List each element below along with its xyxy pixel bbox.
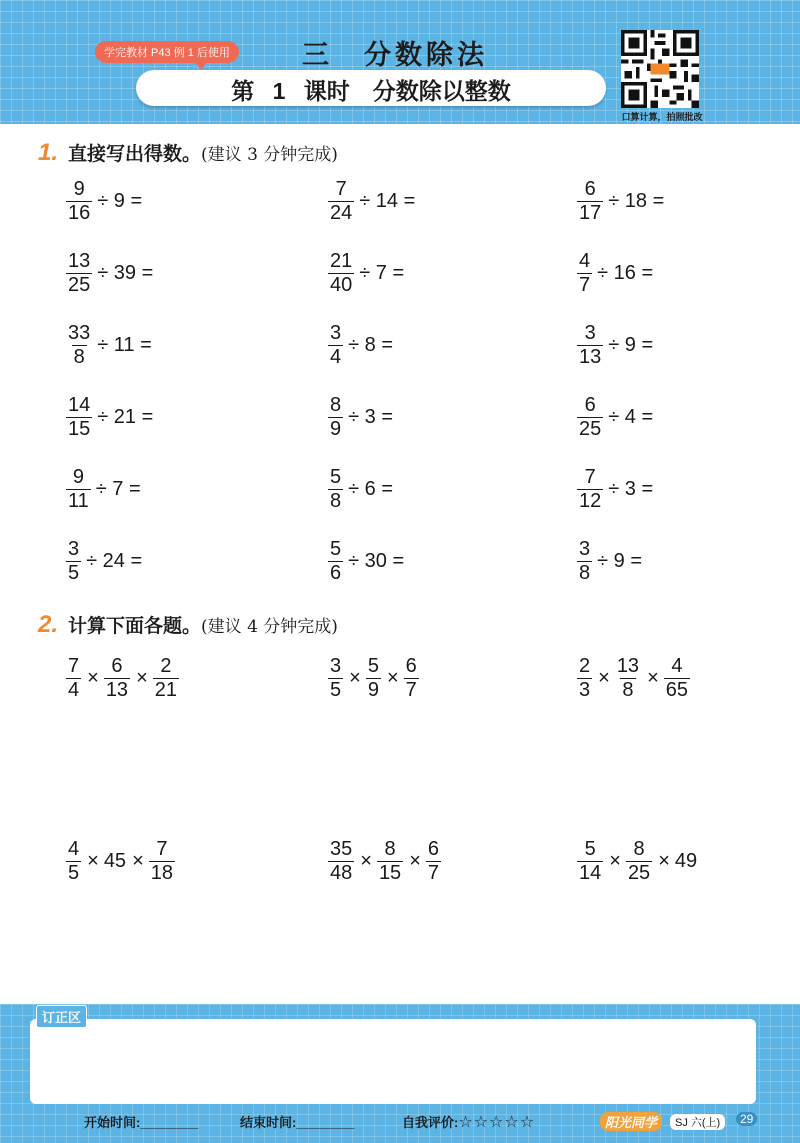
qr-code-icon[interactable] [621, 30, 699, 108]
correction-label: 订正区 [36, 1005, 87, 1028]
fraction [328, 838, 354, 885]
multiplication-exercise[interactable] [328, 838, 446, 885]
numerator: 21 [330, 250, 353, 272]
numerator: 8 [330, 394, 342, 416]
denominator: 5 [68, 562, 80, 584]
division-exercise[interactable] [66, 394, 153, 441]
denominator: 6 [330, 562, 342, 584]
fraction [66, 655, 81, 702]
fraction [366, 655, 381, 702]
operation: ÷ 7 = [95, 478, 141, 500]
denominator: 9 [330, 418, 342, 440]
denominator: 12 [579, 490, 602, 512]
numerator: 9 [72, 466, 84, 488]
division-exercise[interactable] [328, 466, 393, 513]
numerator: 7 [156, 838, 168, 860]
denominator: 4 [330, 346, 342, 368]
section1-number: 1. [38, 139, 59, 166]
division-exercise[interactable] [328, 178, 415, 225]
grade-label: SJ 六(上) [670, 1114, 725, 1130]
operation: ÷ 6 = [348, 478, 394, 500]
division-exercise[interactable] [577, 178, 664, 225]
numerator: 2 [579, 655, 591, 677]
denominator: 65 [665, 679, 688, 701]
operation: ÷ 24 = [86, 550, 143, 572]
numerator: 9 [73, 178, 85, 200]
end-time-field[interactable]: 结束时间:________ [240, 1115, 355, 1130]
fraction [66, 538, 81, 585]
section1-hint: (建议 3 分钟完成) [201, 145, 338, 165]
numerator: 3 [330, 655, 342, 677]
operation: ÷ 39 = [97, 262, 154, 284]
denominator: 5 [330, 679, 342, 701]
page-number: 29 [736, 1112, 757, 1126]
whole-number: 45 [103, 850, 127, 872]
section2-hint: (建议 4 分钟完成) [201, 617, 338, 637]
times-sign: × [87, 667, 99, 689]
denominator: 9 [367, 679, 379, 701]
fraction [328, 466, 343, 513]
numerator: 3 [579, 538, 591, 560]
fraction [426, 838, 441, 885]
numerator: 5 [330, 538, 342, 560]
times-sign: × [598, 667, 610, 689]
qr-caption: 口算计算，拍照批改 [621, 112, 703, 122]
division-exercise[interactable] [577, 322, 653, 369]
division-exercise[interactable] [66, 250, 153, 297]
section2-heading: 计算下面各题。 [68, 616, 202, 637]
usage-tag: 学完教材 P43 例 1 后使用 [95, 41, 239, 63]
fraction [153, 655, 179, 702]
numerator: 5 [584, 838, 596, 860]
operation: ÷ 30 = [348, 550, 405, 572]
fraction [66, 466, 91, 513]
division-exercise[interactable] [66, 538, 142, 585]
numerator: 4 [68, 838, 80, 860]
multiplication-exercise[interactable] [66, 655, 184, 702]
fraction [615, 655, 641, 702]
division-exercise[interactable] [328, 322, 393, 369]
fraction [626, 838, 652, 885]
division-exercise[interactable] [66, 178, 142, 225]
times-sign: × [360, 850, 372, 872]
numerator: 2 [160, 655, 172, 677]
times-sign: × [87, 850, 99, 872]
operation: ÷ 11 = [97, 334, 152, 356]
denominator: 3 [579, 679, 591, 701]
fraction [66, 838, 81, 885]
division-exercise[interactable] [66, 322, 152, 369]
fraction [577, 322, 603, 369]
operation: ÷ 9 = [608, 334, 654, 356]
fraction [577, 178, 603, 225]
section1-heading: 直接写出得数。 [68, 144, 202, 165]
operation: ÷ 18 = [608, 190, 665, 212]
fraction [577, 538, 592, 585]
numerator: 8 [384, 838, 396, 860]
denominator: 15 [378, 862, 402, 884]
denominator: 14 [579, 862, 602, 884]
denominator: 21 [154, 679, 177, 701]
division-exercise[interactable] [577, 394, 653, 441]
denominator: 7 [427, 862, 439, 884]
denominator: 40 [330, 274, 353, 296]
operation: ÷ 9 = [97, 190, 143, 212]
numerator: 7 [335, 178, 347, 200]
times-sign: × [647, 667, 659, 689]
denominator: 7 [579, 274, 591, 296]
multiplication-exercise[interactable] [577, 655, 695, 702]
numerator: 7 [68, 655, 80, 677]
operation: ÷ 21 = [97, 406, 154, 428]
lesson-title: 第 1 课时 分数除以整数 [231, 78, 511, 104]
brand-logo: 阳光同学 [600, 1112, 662, 1131]
self-eval-label: 自我评价: [402, 1115, 459, 1130]
division-exercise[interactable] [328, 394, 393, 441]
numerator: 35 [330, 838, 353, 860]
correction-area[interactable] [30, 1019, 756, 1104]
operation: ÷ 9 = [597, 550, 643, 572]
unit-title: 三 分数除法 [302, 40, 488, 70]
denominator: 25 [68, 274, 91, 296]
division-exercise[interactable] [66, 466, 141, 513]
multiplication-exercise[interactable] [577, 838, 702, 885]
operation: ÷ 7 = [359, 262, 405, 284]
numerator: 4 [671, 655, 683, 677]
numerator: 14 [68, 394, 91, 416]
times-sign: × [409, 850, 421, 872]
fraction [577, 466, 603, 513]
times-sign: × [349, 667, 361, 689]
operation: ÷ 4 = [608, 406, 654, 428]
denominator: 13 [579, 346, 602, 368]
division-exercise[interactable] [328, 250, 404, 297]
fraction [328, 178, 354, 225]
numerator: 3 [330, 322, 342, 344]
whole-number: 49 [674, 850, 698, 872]
fraction [577, 394, 603, 441]
denominator: 8 [330, 490, 342, 512]
denominator: 8 [73, 346, 85, 368]
numerator: 6 [584, 394, 596, 416]
denominator: 16 [68, 202, 91, 224]
division-exercise[interactable] [577, 250, 653, 297]
times-sign: × [609, 850, 621, 872]
numerator: 7 [584, 466, 596, 488]
numerator: 6 [111, 655, 123, 677]
numerator: 5 [367, 655, 379, 677]
denominator: 4 [68, 679, 80, 701]
numerator: 33 [68, 322, 91, 344]
numerator: 6 [405, 655, 417, 677]
start-time-field[interactable]: 开始时间:________ [84, 1115, 199, 1130]
denominator: 7 [405, 679, 417, 701]
denominator: 24 [330, 202, 353, 224]
operation: ÷ 14 = [359, 190, 416, 212]
fraction [66, 178, 92, 225]
multiplication-exercise[interactable] [328, 655, 424, 702]
denominator: 5 [68, 862, 80, 884]
denominator: 17 [579, 202, 602, 224]
section2-title [38, 611, 338, 639]
operation: ÷ 3 = [608, 478, 654, 500]
fraction [664, 655, 690, 702]
fraction [104, 655, 130, 702]
times-sign: × [658, 850, 670, 872]
fraction [377, 838, 403, 885]
denominator: 8 [579, 562, 591, 584]
fraction [328, 655, 343, 702]
numerator: 6 [427, 838, 439, 860]
fraction [66, 322, 92, 369]
numerator: 5 [330, 466, 342, 488]
operation: ÷ 16 = [597, 262, 654, 284]
fraction [149, 838, 175, 885]
operation: ÷ 3 = [348, 406, 394, 428]
denominator: 18 [150, 862, 173, 884]
numerator: 13 [616, 655, 640, 677]
star-rating-icon[interactable]: ☆☆☆☆☆ [458, 1114, 536, 1131]
denominator: 25 [579, 418, 602, 440]
numerator: 4 [579, 250, 591, 272]
denominator: 13 [105, 679, 129, 701]
fraction [404, 655, 419, 702]
self-evaluation [402, 1112, 535, 1132]
times-sign: × [386, 667, 399, 689]
denominator: 11 [68, 490, 89, 512]
division-exercise[interactable] [577, 466, 653, 513]
section2-number: 2. [38, 611, 59, 638]
section1-title [38, 139, 338, 167]
numerator: 8 [633, 838, 645, 860]
fraction [328, 250, 354, 297]
fraction [577, 655, 592, 702]
denominator: 8 [622, 679, 634, 701]
denominator: 48 [330, 862, 353, 884]
numerator: 13 [68, 250, 91, 272]
numerator: 3 [68, 538, 80, 560]
fraction [577, 250, 592, 297]
denominator: 15 [68, 418, 91, 440]
multiplication-exercise[interactable] [66, 838, 180, 885]
times-sign: × [132, 850, 144, 872]
numerator: 3 [584, 322, 596, 344]
numerator: 6 [584, 178, 596, 200]
division-exercise[interactable] [328, 538, 404, 585]
fraction [577, 838, 603, 885]
denominator: 25 [627, 862, 651, 884]
fraction [66, 394, 92, 441]
fraction [66, 250, 92, 297]
fraction [328, 538, 343, 585]
division-exercise[interactable] [577, 538, 642, 585]
times-sign: × [136, 667, 148, 689]
fraction [328, 322, 343, 369]
operation: ÷ 8 = [348, 334, 394, 356]
fraction [328, 394, 343, 441]
